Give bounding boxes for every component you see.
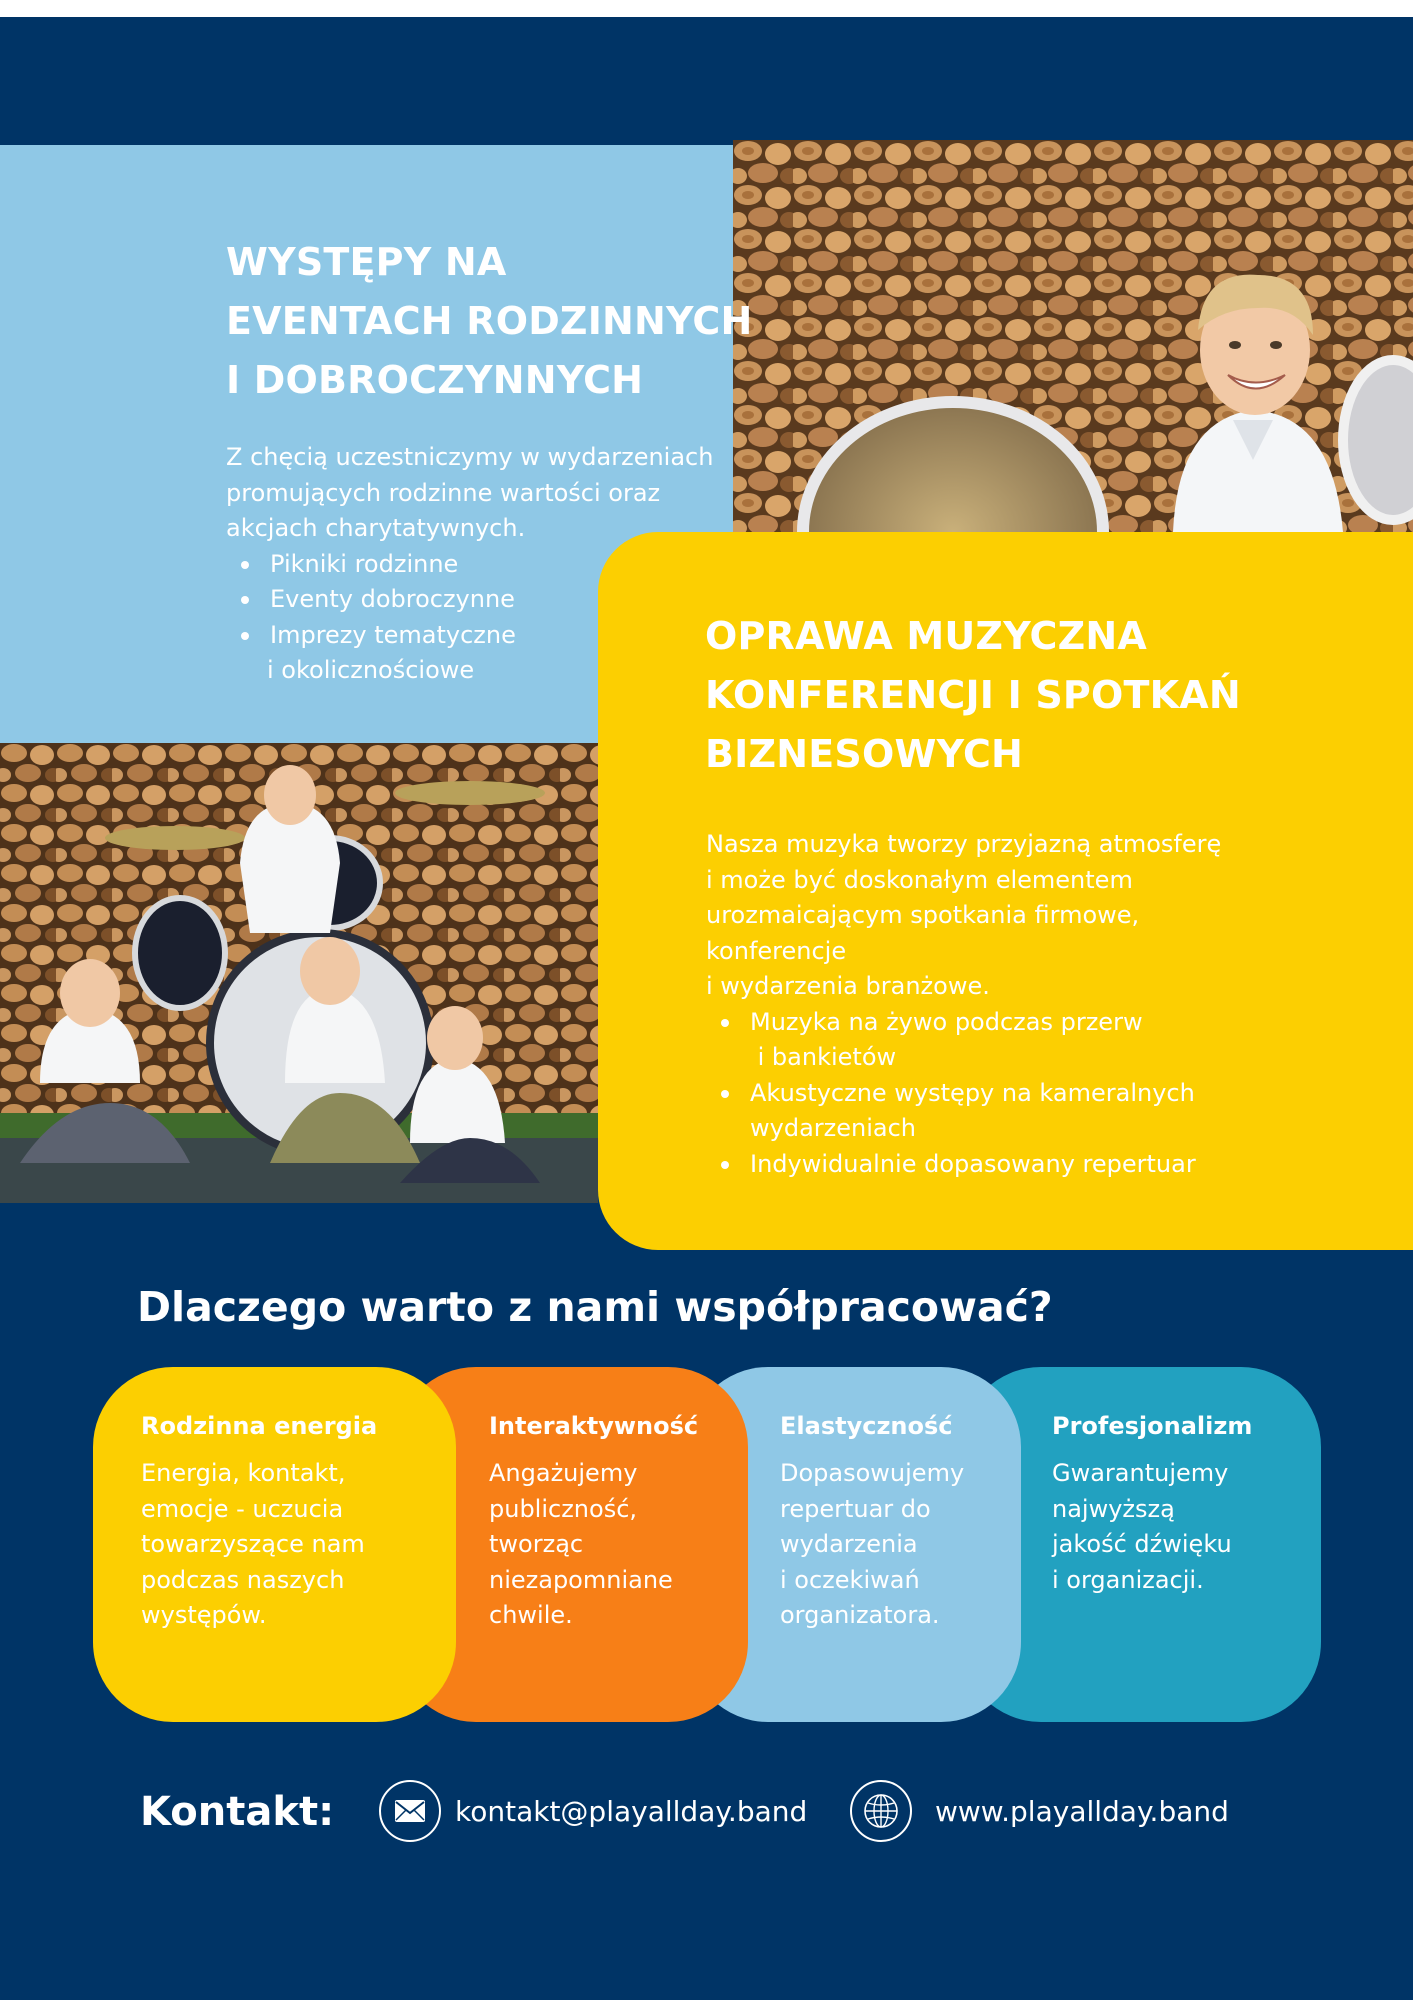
feature-line: niezapomniane	[489, 1565, 673, 1594]
list-item: Pikniki rodzinne	[226, 547, 713, 583]
band-photo	[0, 743, 598, 1203]
feature-line: organizatora.	[780, 1601, 940, 1629]
business-section-title	[705, 607, 1241, 784]
feature-flexibility-text	[780, 1408, 964, 1634]
intro-line: i wydarzenia branżowe.	[706, 972, 990, 1000]
feature-title: Rodzinna energia	[141, 1412, 378, 1440]
feature-line: najwyższą	[1052, 1494, 1175, 1523]
feature-line: chwile.	[489, 1601, 573, 1629]
title-line: I DOBROCZYNNYCH	[226, 358, 644, 402]
feature-line: Dopasowujemy	[780, 1459, 965, 1487]
website-link[interactable]: www.playallday.band	[935, 1795, 1229, 1828]
feature-line: wydarzenia	[780, 1530, 918, 1558]
title-line: OPRAWA MUZYCZNA	[705, 614, 1148, 658]
email-link[interactable]: kontakt@playallday.band	[455, 1795, 808, 1828]
feature-line: tworząc	[489, 1530, 584, 1558]
feature-title: Interaktywność	[489, 1412, 699, 1440]
contact-label: Kontakt:	[140, 1789, 335, 1835]
feature-line: towarzyszące nam	[141, 1530, 365, 1558]
intro-line: promujących rodzinne wartości oraz	[226, 478, 661, 507]
list-item: Akustyczne występy na kameralnych wydarzeniach	[706, 1076, 1221, 1147]
list-item: Muzyka na żywo podczas przerw i bankietów	[706, 1005, 1221, 1076]
list-item: Eventy dobroczynne	[226, 582, 713, 618]
feature-line: jakość dźwięku	[1052, 1530, 1232, 1558]
list-item: Indywidualnie dopasowany repertuar	[706, 1147, 1221, 1183]
feature-family-energy-text	[141, 1408, 377, 1634]
feature-line: Gwarantujemy	[1052, 1459, 1229, 1487]
title-line: WYSTĘPY NA	[226, 240, 507, 284]
intro-line: konferencje	[706, 936, 847, 965]
feature-title: Profesjonalizm	[1052, 1412, 1253, 1440]
title-line: BIZNESOWYCH	[705, 732, 1024, 776]
intro-line: i może być doskonałym elementem	[706, 865, 1133, 894]
why-us-heading: Dlaczego warto z nami współpracować?	[137, 1283, 1053, 1331]
feature-line: Angażujemy	[489, 1459, 638, 1487]
feature-line: emocje - uczucia	[141, 1494, 344, 1523]
intro-line: Nasza muzyka tworzy przyjazną atmosferę	[706, 830, 1222, 858]
intro-line: Z chęcią uczestniczymy w wydarzeniach	[226, 443, 714, 471]
feature-professionalism-text	[1052, 1408, 1252, 1598]
feature-line: i organizacji.	[1052, 1565, 1204, 1594]
feature-line: publiczność,	[489, 1494, 638, 1523]
intro-line: urozmaicającym spotkania firmowe,	[706, 901, 1140, 929]
feature-title: Elastyczność	[780, 1412, 953, 1440]
list-item: Imprezy tematyczne i okolicznościowe	[226, 618, 713, 689]
business-section-text	[706, 827, 1221, 1182]
boy-drummer-photo	[733, 140, 1413, 532]
feature-line: podczas naszych	[141, 1565, 345, 1594]
intro-line: akcjach charytatywnych.	[226, 514, 526, 542]
title-line: KONFERENCJI I SPOTKAŃ	[705, 673, 1241, 717]
feature-line: repertuar do	[780, 1494, 931, 1523]
feature-interactivity-text	[489, 1408, 698, 1634]
feature-line: występów.	[141, 1601, 267, 1629]
family-section-title	[226, 233, 753, 410]
feature-line: i oczekiwań	[780, 1565, 920, 1594]
business-bullet-list	[706, 1005, 1221, 1183]
feature-line: Energia, kontakt,	[141, 1459, 346, 1487]
title-line: EVENTACH RODZINNYCH	[226, 299, 753, 343]
globe-icon	[850, 1780, 912, 1842]
envelope-icon	[379, 1780, 441, 1842]
